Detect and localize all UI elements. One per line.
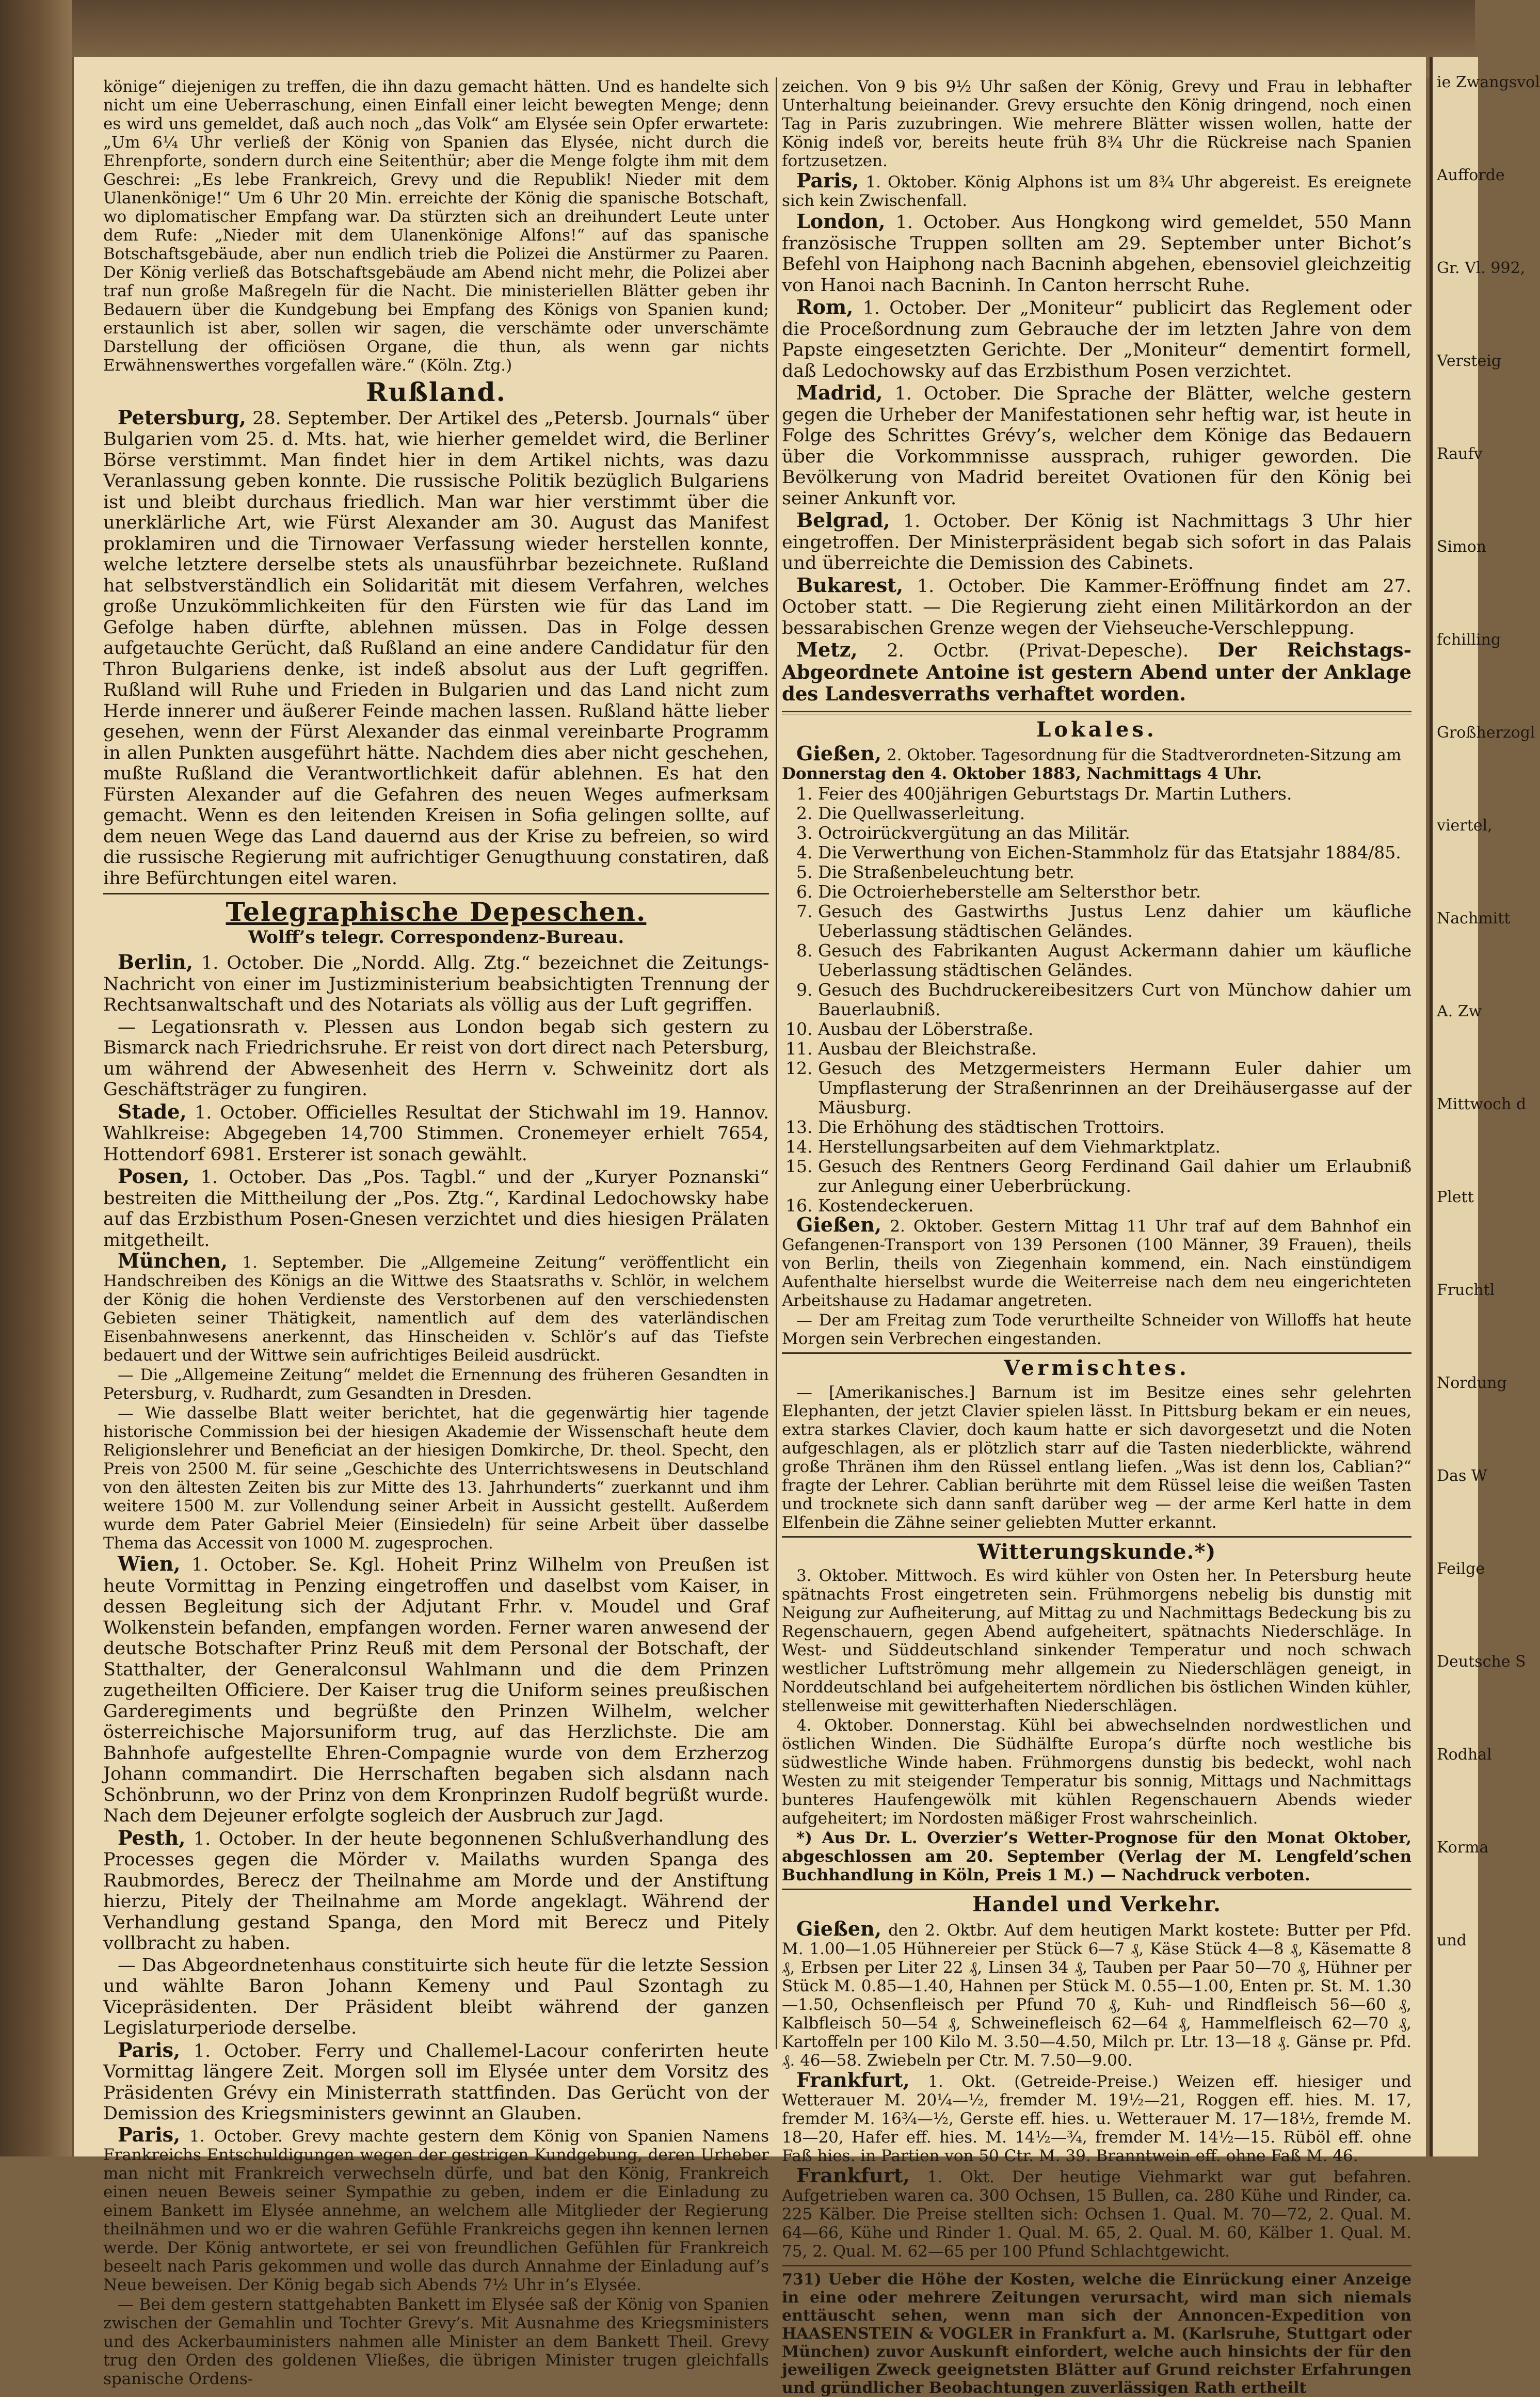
article-body: 28. September. Der Artikel des „Petersb. Journals“ über Bulgarien vom 25. d. Mts. hat, wie hierher gemeldet wird, die Berliner Börse verstimmt. Man findet hier in dem Artikel nichts, was dazu Veranlassung geben konnte. Die russische Politik bezüglich Bulgariens ist und bleibt durchaus friedlich. Man war hier verstimmt über die unerklärliche Art, wie Fürst Alexander am 30. August das Manifest proklamiren und die Tirnowaer Verfassung wieder herstellen konnte, welche letztere derselbe stets als unausführbar bezeichnete. Rußland hat selbstverständlich ein Solidarität mit diesem Verfahren, welches große Unzukömmlichkeiten für den Fürsten wie für das Land im Gefolge haben dürfte, ablehnen müssen. Das in Folge dessen aufgetauchte Gerücht, daß Rußland an eine andere Candidatur für den Thron Bulgariens denke, ist indeß absolut aus der Luft gegriffen. Rußland will Ruhe und Frieden in Bulgarien und das Land nicht zum Herde innerer und äußerer Feinde machen lassen. Rußland hätte lieber gesehen, wenn der Fürst Alexander das einmal vereinbarte Programm in allen Punkten ausgeführt hätte. Nachdem dies aber nicht geschehen, mußte Rußland die Verantwortlichkeit dafür ablehnen. Es hat den Fürsten Alexander auf die Gefahren des neuen Weges aufmerksam gemacht. Wenn es den leitenden Kreisen in Sofia gelingen sollte, auf dem neuen Wege das Land dauernd aus der Krise zu befreien, so wird die russische Regierung mit aufrichtiger Genugthuung constatiren, daß ihre Befürchtungen eitel waren. [103,408,769,889]
dateline: Berlin, [118,950,194,973]
article-body: 1. October. Die „Nordd. Allg. Ztg.“ bezeichnet die Zeitungs-Nachricht von einer im Justizministerium beabsichtigten Trennung der Rechtsanwaltschaft und des Notariats als völlig aus der Luft gegriffen. [103,953,769,1015]
article-body: 1. October. Das „Pos. Tagbl.“ und der „Kuryer Poznanski“ bestreiten die Mittheilung der „Pos. Ztg.“, Kardinal Ledochowsky habe auf das Erzbisthum Posen-Gnesen verzichtet und dies hiesigen Prälaten mitgetheilt. [103,1167,769,1251]
left-column [103,77,769,2388]
agenda-item: 16. Kostendeckeruen. [818,1196,1411,1216]
article-madrid [782,382,1411,509]
article-muenchen [103,1249,769,1365]
article-body: 1. Okt. Der heutige Viehmarkt war gut befahren. Aufgetrieben waren ca. 300 Ochsen, 15 Bullen, ca. 280 Kühe und Rinder, ca. 225 Kälber. Die Preise stellten sich: Ochsen 1. Qual. M. 70—72, 2. Qual. M. 64—66, Kühe und Rinder 1. Qual. M. 65, 2. Qual. M. 60, Kälber 1. Qual. M. 75, 2. Qual. M. 62—65 per 100 Pfund Schlachtgewicht. [782,2167,1411,2261]
advertisement [782,2271,1411,2397]
dateline: Gießen, [796,1916,881,1940]
agenda-item: 10. Ausbau der Löberstraße. [818,1019,1411,1039]
agenda-item: 4. Die Verwerthung von Eichen-Stammholz für das Etatsjahr 1884/85. [818,843,1411,862]
divider [782,1889,1411,1890]
article-vermischtes: — [Amerikanisches.] Barnum ist im Besitze eines sehr gelehrten Elephanten, der jetzt Clavier spielen lässt. In Pittsburg bekam er ein neues, extra starkes Clavier, doch kaum hatte er sich davorgesetzt und die Noten aufgeschlagen, als er plötzlich starr auf die Tasten niederblickte, während große Thränen ihm den Rüssel entlang liefen. „Was ist denn los, Cablian?“ fragte der Lehrer. Cablian berührte mit dem Rüssel leise die weißen Tasten und trocknete sich dann sanft darüber weg — der arme Kerl hatte in dem Elfenbein die Zähne seiner geliebten Mutter erkannt. [782,1383,1411,1532]
article-body: 1. Okt. (Getreide-Preise.) Weizen eff. hiesiger und Wetterauer M. 20¼—½, fremder M. 19½—21, Roggen eff. hies. M. 17, fremder M. 16¾—½, Gerste eff. hies. u. Wetterauer M. 17—18½, fremde M. 18—20, Hafer eff. hies. M. 14½—¾, fremder M. 14½—15. Rüböl eff. ohne Faß hies. in Partien von 50 Ctr. M. 39. Branntwein eff. ohne Faß M. 46. [782,2072,1411,2165]
dateline: Rom, [796,295,854,318]
adjacent-page-fragment: Plett [1437,1188,1474,1206]
adjacent-page-fragment: und [1437,1931,1467,1949]
dateline: München, [118,1249,228,1272]
section-heading-telegraph: Telegraphische Depeschen. [226,897,647,927]
article-body: 1. Oktober. König Alphons ist um 8¾ Uhr abgereist. Es ereignete sich kein Zwischenfall. [782,173,1411,210]
agenda-item: 8. Gesuch des Fabrikanten August Ackermann dahier um käufliche Ueberlassung städtischen Geländes. [818,941,1411,980]
agenda-item: 15. Gesuch des Rentners Georg Ferdinand Gail dahier um Erlaubniß zur Anlegung einer Ueberbrückung. [818,1157,1411,1196]
article-wien [103,1554,769,1827]
article-berlin [103,952,769,1016]
agenda-item: 3. Octroirückvergütung an das Militär. [818,823,1411,843]
article-petersburg [103,407,769,889]
article-rom [782,297,1411,381]
adjacent-page-fragment: Deutsche S [1437,1653,1526,1671]
adjacent-page-fragment: Gr. Vl. 992, [1437,259,1526,277]
article-body: 1. October. Der „Moniteur“ publicirt das Reglement oder die Proceßordnung zum Gebrauche der im letzten Jahre von dem Papste eingesetzten Gerichte. Der „Moniteur“ dementirt formell, daß Ledochowsky auf das Erzbisthum Posen verzichtet. [782,298,1411,381]
article-continuation: zeichen. Von 9 bis 9½ Uhr saßen der König, Grevy und Frau in lebhafter Unterhaltung beieinander. Grevy ersuchte den König dringend, noch einen Tag in Paris zuzubringen. Wie mehrere Blätter wissen wollen, hatte der König indeß vor, bereits heute früh 8¾ Uhr die Rückreise nach Spanien fortzusetzen. [782,77,1411,170]
dateline: Frankfurt, [796,2163,910,2187]
agenda-item: 9. Gesuch des Buchdruckereibesitzers Curt von Münchow dahier um Bauerlaubniß. [818,980,1411,1019]
dateline: Paris, [796,169,859,192]
market-frankfurt-cattle [782,2163,1411,2261]
article-allg: — Die „Allgemeine Zeitung“ meldet die Ernennung des früheren Gesandten in Petersburg, v. Rudhardt, zum Gesandten in Dresden. [103,1366,769,1403]
dateline: Gießen, [796,1213,881,1236]
article-body: 1. October. Ferry und Challemel-Lacour conferirten heute Vormittag längere Zeit. Morgen soll im Elysée unter dem Vorsitz des Präsidenten Grévy ein Ministerrath stattfinden. Das Gerücht von der Demission des Kriegsministers gewinnt an Glauben. [103,2040,769,2124]
agenda-item: 6. Die Octroierheberstelle am Seltersthor betr. [818,882,1411,902]
article-body: 2. Oktober. Tagesordnung für die Stadtverordneten-Sitzung am [886,746,1402,764]
adjacent-page-fragment: ie Zwangsvol [1437,73,1540,91]
market-frankfurt-grain [782,2068,1411,2165]
adjacent-page-fragment: Korma [1437,1839,1489,1857]
article-giessen [782,744,1411,783]
market-giessen [782,1916,1411,2070]
adjacent-page-fragment: fchilling [1437,631,1501,649]
article-giessen3: — Der am Freitag zum Tode verurtheilte Schneider von Willoffs hat heute Morgen sein Verbrechen eingestanden. [782,1311,1411,1348]
agenda-list [782,784,1411,1216]
divider [782,711,1411,714]
article-bankett: — Bei dem gestern stattgehabten Bankett im Elysée saß der König von Spanien zwischen der Gemahlin und Tochter Grevy’s. Mit Ausnahme des Kriegsministers und des Ackerbauministers nahmen alle Minister an dem Bankett Theil. Grevy trug den Orden des goldenen Vließes, die übrigen Minister trugen gleichfalls spanische Ordens- [103,2295,769,2388]
article-body: 2. Octbr. (Privat-Depesche). [887,641,1189,661]
adjacent-page-fragment: Nachmitt [1437,909,1511,928]
agenda-item: 11. Ausbau der Bleichstraße. [818,1039,1411,1059]
dateline: Gießen, [796,742,881,765]
section-heading-handel: Handel und Verkehr. [972,1892,1221,1916]
adjacent-page-fragment: Simon [1437,538,1486,556]
divider [103,893,769,894]
dateline: Posen, [118,1164,190,1188]
ad-text: Ueber die Höhe der Kosten, welche die Einrückung einer Anzeige in eine oder mehrere Zeitungen verursacht, wird man sich niemals enttäuscht sehen, wenn man sich der Annoncen-Expedition von HAASENSTEIN & VOGLER in Frankfurt a. M. (Karlsruhe, Stuttgart oder München) zuvor Auskunft einfordert, welche auch hinsichts der für den jeweiligen Zweck geeignetsten Blätter auf Grund reichster Erfahrungen und gründlicher Beobachtungen zuverlässigen Rath ertheilt [782,2270,1411,2397]
article-giessen2 [782,1213,1411,1310]
adjacent-page-fragment: Versteig [1437,352,1502,370]
article-body: 1. October. Se. Kgl. Hoheit Prinz Wilhelm von Preußen ist heute Vormittag in Penzing eingetroffen und daselbst vom Kaiser, in dessen Begleitung sich der Adjutant Frhr. v. Moudel und Graf Wolkenstein befanden, empfangen worden. Ferner waren anwesend der deutsche Botschafter Prinz Reuß mit dem Personal der Botschaft, der Statthalter, der Generalconsul Wahlmann und die dem Prinzen zugetheilten Officiere. Der Kaiser trug die Uniform seines preußischen Garderegiments und begrüßte den Prinzen Wilhelm, welcher österreichische Majorsuniform trug, auf das Herzlichste. Die am Bahnhofe aufgestellte Ehren-Compagnie wurde von dem Erzherzog Johann commandirt. Die Herrschaften begaben sich alsdann nach Schönbrunn, wo der Prinz von dem Kronprinzen Rudolf begrüßt wurde. Nach dem Dejeuner erfolgte sogleich der Ausbruch zur Jagd. [103,1555,769,1826]
article-abg: — Das Abgeordnetenhaus constituirte sich heute für die letzte Session und wählte Baron Johann Kemeny und Paul Szontagh zu Vicepräsidenten. Der Präsident bleibt während der ganzen Legislaturperiode derselbe. [103,1955,769,2038]
agenda-item: 5. Die Straßenbeleuchtung betr. [818,862,1411,882]
agenda-item: 7. Gesuch des Gastwirths Justus Lenz dahier um käufliche Ueberlassung städtischen Geländes. [818,902,1411,941]
agenda-item: 2. Die Quellwasserleitung. [818,804,1411,823]
article-belgrad [782,510,1411,574]
article-body: 1. October. Aus Hongkong wird gemeldet, 550 Mann französische Truppen sollten am 29. September unter Bichot’s Befehl von Haiphong nach Bacninh abgehen, ebensoviel gleichzeitig von Hanoi nach Bacninh. In Canton herrscht Ruhe. [782,212,1411,296]
article-metz [782,640,1411,706]
weather-forecast-4: 4. Oktober. Donnerstag. Kühl bei abwechselnden nordwestlichen und östlichen Winden. Die Südhälfte Europa’s dürfte noch westliche bis südwestliche Winde haben. Frühmorgens dunstig bis bedeckt, wohl nach Westen zu mit steigender Temperatur bis sonnig, Mittags und Nachmittags bunteres Haufengewölk mit kühlen Regenschauern Abends wieder aufgeheitert; im Nordosten mäßiger Frost wahrscheinlich. [782,1716,1411,1828]
article-legation: — Legationsrath v. Plessen aus London begab sich gestern zu Bismarck nach Friedrichsruhe. Er reist von dort direct nach Petersburg, um während der Abwesenheit des Herrn v. Schweinitz dort als Geschäftsträger zu fungiren. [103,1016,769,1100]
section-heading-vermischtes: Vermischtes. [1004,1356,1190,1380]
dateline: London, [796,210,886,233]
article-body: 1. October. Die Sprache der Blätter, welche gestern gegen die Urheber der Manifestationen sehr heftig war, ist heute in Folge des Schrittes Grévy’s, welcher dem Könige das Bedauern über die Vorkommnisse aussprach, ruhiger geworden. Die Bevölkerung von Madrid bereitet Ovationen für den König bei seiner Ankunft vor. [782,383,1411,509]
article-london [782,211,1411,296]
article-paris2 [103,2122,769,2294]
article-paris3 [782,171,1411,210]
agenda-item: 12. Gesuch des Metzgermeisters Hermann Euler dahier um Umpflasterung der Straßenrinnen an der Dreihäusergasse auf der Mäusburg. [818,1059,1411,1117]
adjacent-page-fragment: A. Zw [1437,1002,1482,1020]
adjacent-page-fragment: Großherzogl [1437,724,1535,742]
article-bukarest [782,575,1411,639]
divider [782,2265,1411,2266]
subheading-wolff: Wolff’s telegr. Correspondenz-Bureau. [248,926,624,948]
dateline: Bukarest, [796,573,904,597]
article-body: 1. October. Officielles Resultat der Stichwahl im 19. Hannov. Wahlkreise: Abgegeben 14,700 Stimmen. Cronemeyer erhielt 7654, Hottendorf 6981. Ersterer ist sonach gewählt. [103,1102,769,1165]
dateline: Wien, [118,1552,181,1575]
agenda-item: 13. Die Erhöhung des städtischen Trottoirs. [818,1117,1411,1137]
weather-footnote: *) Aus Dr. L. Overzier’s Wetter-Prognose für den Monat Oktober, abgeschlossen am 20. September (Verlag der M. Lengfeld’schen Buchhandlung in Köln, Preis 1 M.) — Nachdruck verboten. [782,1829,1411,1884]
article-bold: Der Reichstags-Abgeordnete Antoine ist gestern Abend unter der Anklage des Landesverraths verhaftet worden. [782,638,1411,705]
adjacent-page-fragment: viertel, [1437,817,1493,835]
dateline: Petersburg, [118,405,246,429]
article-body: 1. October. In der heute begonnenen Schlußverhandlung des Processes gegen die Mörder v. Mailaths wurden Spanga des Raubmordes, Berecz der Theilnahme am Morde und der Anstiftung hierzu, Pitely der Theilnahme am Morde angeklagt. Während der Verhandlung gestand Spanga, den Mord mit Berecz und Pitely vollbracht zu haben. [103,1828,769,1954]
agenda-item: 1. Feier des 400jährigen Geburtstags Dr. Martin Luthers. [818,784,1411,804]
weather-forecast-3: 3. Oktober. Mittwoch. Es wird kühler von Osten her. In Petersburg heute spätnachts Frost eingetreten sein. Frühmorgens nebelig bis dunstig mit Neigung zur Aufheiterung, auf Mittag zu und Nachmittags Bedeckung bis zu Regenschauern, gegen Abend aufgeheitert, spätnachts Niederschläge. In West- und Süddeutschland sinkender Temperatur und noch schwach westlicher Luftströmung mehr allgemein zu Niederschlägen geneigt, in Norddeutschland bei aufgeheitertem nördlichen bis östlichen Winden kühler, stellenweise mit gewitterhaften Niederschlägen. [782,1567,1411,1715]
dateline: Stade, [118,1099,187,1123]
article-body: 1. October. Der König ist Nachmittags 3 Uhr hier eingetroffen. Der Ministerpräsident begab sich sofort in das Palais und überreichte die Demission des Cabinets. [782,511,1411,573]
article-intro: könige“ diejenigen zu treffen, die ihn dazu gemacht hätten. Und es handelte sich nicht um eine Ueberraschung, einen Einfall einer leicht bewegten Menge; denn es wird uns gemeldet, daß auch noch „das Volk“ am Elysée sein Opfer erwartete: „Um 6¼ Uhr verließ der König von Spanien das Elysée, nicht durch die Ehrenpforte, sondern durch eine Seitenthür; aber die Menge folgte ihm mit dem Geschrei: „Es lebe Frankreich, Grevy und die Republik! Nieder mit dem Ulanenkönige!“ Um 6 Uhr 20 Min. erreichte der König die spanische Botschaft, wo diplomatischer Empfang war. Da stürzten sich an dreihundert Leute unter dem Rufe: „Nieder mit dem Ulanenkönige Alfons!“ auf das spanische Botschaftsgebäude, aber nun endlich trieb die Polizei die Anstürmer zu Paaren. Der König verließ das Botschaftsgebäude am Abend nicht mehr, die Polizei aber traf nun große Maßregeln für die Nacht. Die ministeriellen Blätter geben ihr Bedauern über die Kundgebung bei Empfang des Königs von Spanien kund; erstaunlich ist aber, sollen wir sagen, die verschämte oder unverschämte Darstellung der officiösen Organe, die thun, als wenn gar nichts Erwähnenswerthes vorgefallen wäre.“ (Köln. Ztg.) [103,77,769,375]
book-binding-left [0,0,72,2156]
dateline: Paris, [118,2122,181,2146]
adjacent-page-fragment: Rodhal [1437,1746,1492,1764]
section-heading-witterung: Witterungskunde.*) [977,1539,1216,1564]
adjacent-page-edge [1430,57,1540,2156]
adjacent-page-fragment: Aufforde [1437,166,1505,184]
article-body: 1. October. Die Kammer-Eröffnung findet am 27. October statt. — Die Regierung zieht einen Militärkordon an der bessarabischen Grenze wegen der Viehseuche-Verschleppung. [782,576,1411,638]
dateline: Pesth, [118,1826,186,1849]
adjacent-page-fragment: Das W [1437,1467,1487,1485]
divider [782,1536,1411,1538]
article-body: 1. October. Grevy machte gestern dem König von Spanien Namens Frankreichs Entschuldigungen wegen der gestrigen Kundgebung, deren Urheber man nicht mit Frankreich verwechseln dürfe, und bat den König, Frankreich einen neuen Beweis seiner Sympathie zu geben, indem er die Einladung zu einem Bankett im Elysée annehme, an welchem alle Mitglieder der Regierung theilnähmen und wo er die wahren Gefühle Frankreichs gegen ihn kennen lernen werde. Der König antwortete, er sei von freundlichen Gefühlen für Frankreich beseelt nach Paris gekommen und wolle das durch Annahme der Einladung auf’s Neue beweisen. Der König begab sich Abends 7½ Uhr in’s Elysée. [103,2127,769,2294]
article-body: 2. Oktober. Gestern Mittag 11 Uhr traf auf dem Bahnhof ein Gefangenen-Transport von 139 Personen (100 Männer, 39 Frauen), theils von Berlin, theils von Ziegenhain kommend, ein. Nach einstündigem Aufenthalte hierselbst wurde die Weiterreise nach dem neu eingerichteten Arbeitshause zu Hadamar angetreten. [782,1217,1411,1310]
right-column [782,77,1411,2397]
adjacent-page-fragment: Mittwoch d [1437,1095,1527,1113]
article-body: den 2. Oktbr. Auf dem heutigen Markt kostete: Butter per Pfd. M. 1.00—1.05 Hühnereier per Stück 6—7 ₰, Käse Stück 4—8 ₰, Käsematte 8 ₰, Erbsen per Liter 22 ₰, Linsen 34 ₰, Tauben per Paar 50—70 ₰, Hühner per Stück M. 0.85—1.40, Hahnen per Stück M. 0.55—1.00, Enten pr. St. M. 1.30—1.50, Ochsenfleisch per Pfund 70 ₰, Kuh- und Rindfleisch 56—60 ₰, Kalbfleisch 50—54 ₰, Schweinefleisch 62—64 ₰, Hammelfleisch 62—70 ₰, Kartoffeln per 100 Kilo M. 3.50—4.50, Milch pr. Ltr. 13—18 ₰. Gänse pr. Pfd. ₰. 46—58. Zwiebeln per Ctr. M. 7.50—9.00. [782,1921,1411,2070]
dateline: Belgrad, [796,508,890,532]
dateline: Madrid, [796,381,883,404]
agenda-item: 14. Herstellungsarbeiten auf dem Viehmarktplatz. [818,1137,1411,1157]
article-posen [103,1166,769,1251]
ad-number: 731) [782,2270,822,2289]
dateline: Paris, [118,2038,181,2062]
adjacent-page-fragment: Raufv [1437,445,1483,463]
article-stade [103,1101,769,1165]
dateline: Metz, [796,638,858,661]
adjacent-page-fragment: Feilge [1437,1560,1485,1578]
article-pesth [103,1828,769,1954]
meeting-date: Donnerstag den 4. Oktober 1883, Nachmittags 4 Uhr. [782,764,1262,783]
article-blatt: — Wie dasselbe Blatt weiter berichtet, hat die gegenwärtig hier tagende historische Commission bei der hiesigen Akademie der Wissenschaft heute dem Religionslehrer und Beneficiat an der hiesigen Domkirche, Dr. theol. Specht, den Preis von 2500 M. für seine „Geschichte des Unterrichtswesens in Deutschland von den ältesten Zeiten bis zur Mitte des 13. Jahrhunderts“ zuerkannt und ihm weitere 1500 M. zur Vollendung seiner Arbeit in Aussicht gestellt. Außerdem wurde dem Pater Gabriel Meier (Einsiedeln) für seine Arbeit über dasselbe Thema das Accessit von 1000 M. zugesprochen. [103,1404,769,1553]
column-divider [776,77,777,2049]
adjacent-page-fragment: Nordung [1437,1374,1507,1392]
article-body: 1. September. Die „Allgemeine Zeitung“ veröffentlicht ein Handschreiben des Königs an die Wittwe des Staatsraths v. Schlör, in welchem der König die hohen Verdienste des Verstorbenen auf den verschiedensten Gebieten seiner Thätigkeit, namentlich auf dem des vaterländischen Eisenbahnwesens anerkennt, das Hinscheiden v. Schlör’s auf das Tiefste bedauert und der Wittwe sein aufrichtiges Beileid ausdrückt. [103,1253,769,1365]
article-paris [103,2040,769,2124]
adjacent-page-fragment: Fruchtl [1437,1281,1495,1299]
section-heading-lokales: Lokales. [1036,717,1157,742]
divider [782,1352,1411,1354]
dateline: Frankfurt, [796,2068,910,2091]
section-heading-russland: Rußland. [365,377,506,407]
